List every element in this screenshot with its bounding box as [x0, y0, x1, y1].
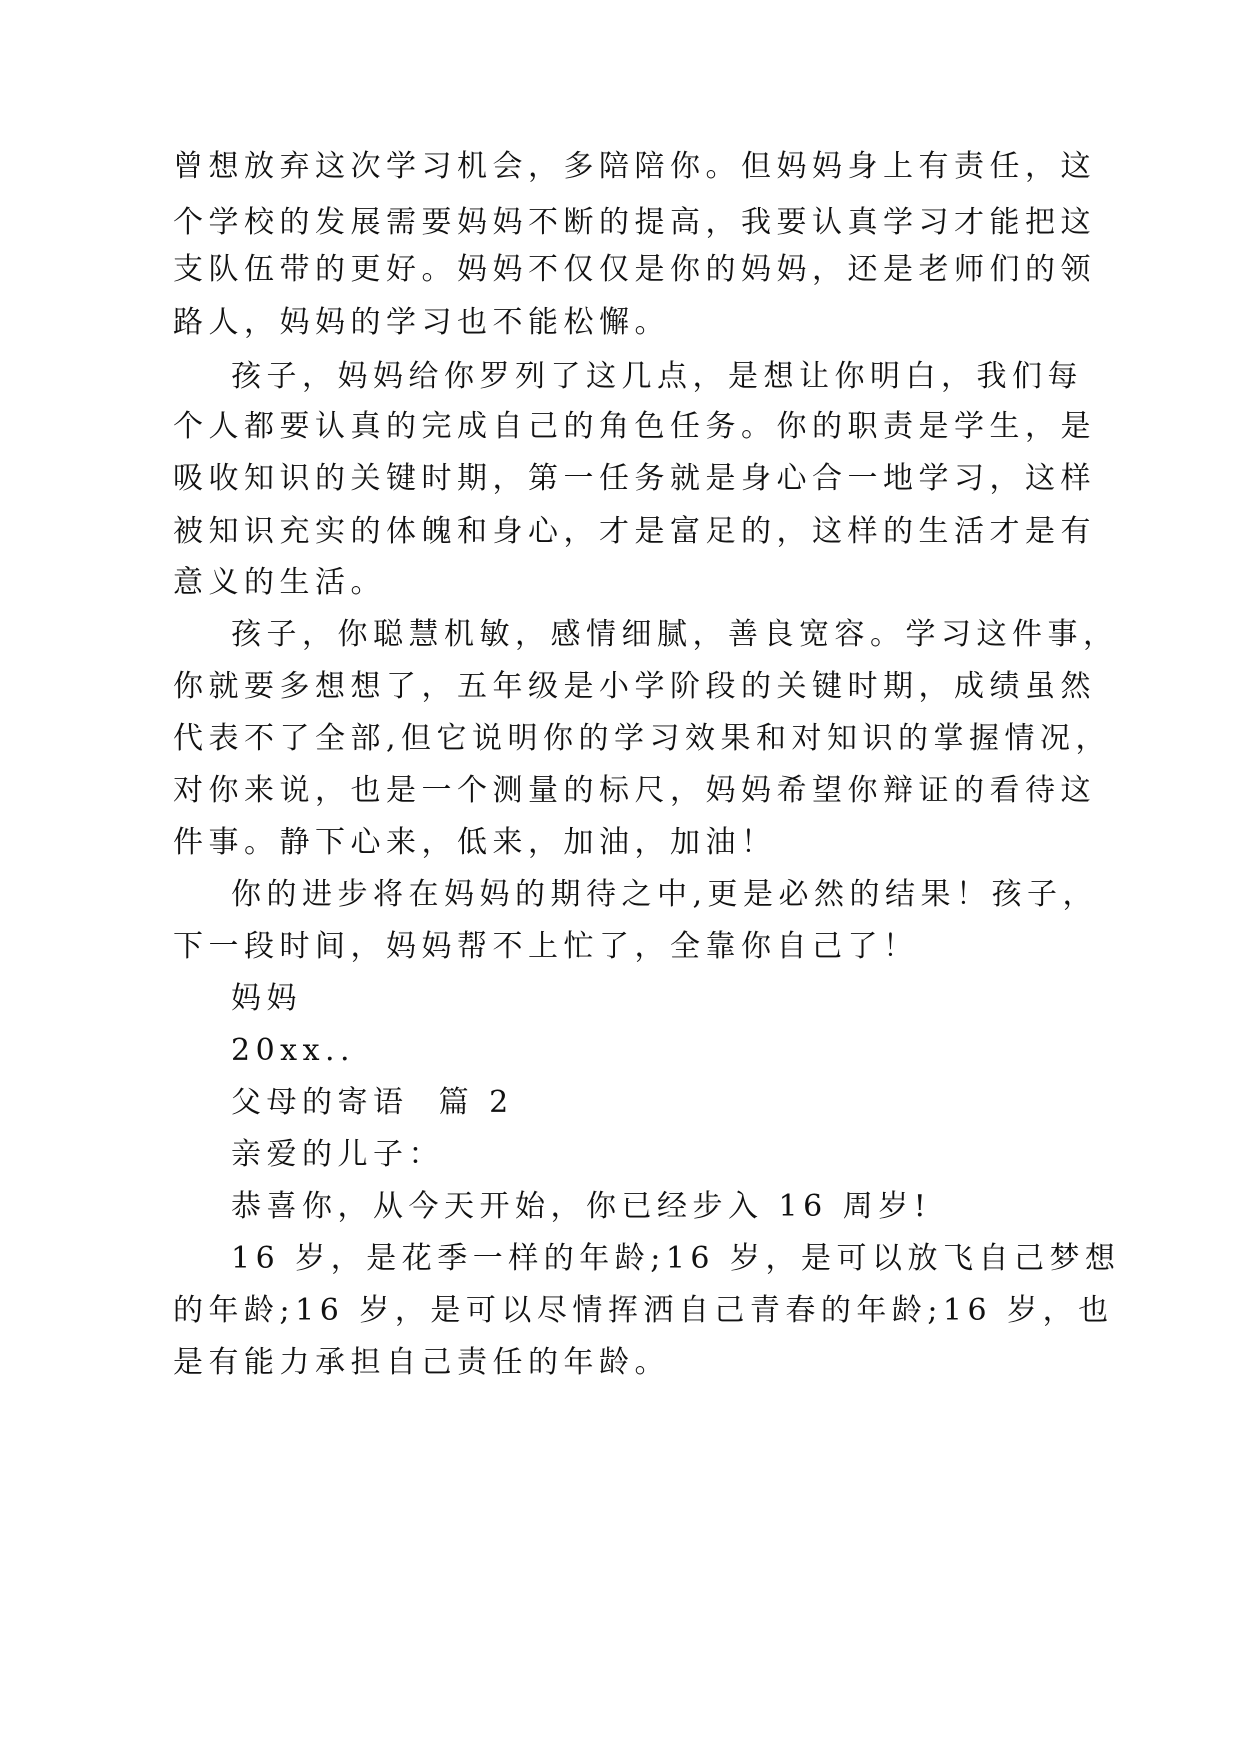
text-line: 路人，妈妈的学习也不能松懈。 — [173, 305, 670, 340]
text-line: 对你来说，也是一个测量的标尺，妈妈希望你辩证的看待这 — [173, 773, 1096, 808]
text-line: 吸收知识的关键时期，第一任务就是身心合一地学习，这样 — [173, 461, 1096, 496]
text-line: 的年龄;16 岁，是可以尽情挥洒自己青春的年龄;16 岁，也 — [173, 1293, 1114, 1328]
text-line: 下一段时间，妈妈帮不上忙了，全靠你自己了！ — [173, 929, 919, 964]
paragraph-start-line: 孩子，妈妈给你罗列了这几点，是想让你明白，我们每 — [231, 359, 1083, 394]
text-line: 个学校的发展需要妈妈不断的提高，我要认真学习才能把这 — [173, 205, 1096, 240]
text-line: 个人都要认真的完成自己的角色任务。你的职责是学生，是 — [173, 409, 1096, 444]
document-page — [173, 0, 1121, 1754]
text-line: 件事。静下心来，低来，加油，加油！ — [173, 825, 777, 860]
salutation-line: 亲爱的儿子： — [231, 1137, 444, 1172]
paragraph-start-line: 你的进步将在妈妈的期待之中,更是必然的结果！孩子， — [231, 877, 1099, 912]
paragraph-start-line: 16 岁，是花季一样的年龄;16 岁，是可以放飞自己梦想 — [231, 1241, 1121, 1276]
text-line: 意义的生活。 — [173, 565, 386, 600]
signature-line: 妈妈 — [231, 981, 302, 1016]
paragraph-start-line: 恭喜你，从今天开始，你已经步入 16 周岁! — [231, 1189, 932, 1224]
text-line: 支队伍带的更好。妈妈不仅仅是你的妈妈，还是老师们的领 — [173, 252, 1096, 287]
text-line: 是有能力承担自己责任的年龄。 — [173, 1345, 670, 1380]
text-line: 你就要多想想了，五年级是小学阶段的关键时期，成绩虽然 — [173, 669, 1096, 704]
text-line: 被知识充实的体魄和身心，才是富足的，这样的生活才是有 — [173, 514, 1096, 549]
text-line: 曾想放弃这次学习机会，多陪陪你。但妈妈身上有责任，这 — [173, 149, 1096, 184]
paragraph-start-line: 孩子，你聪慧机敏，感情细腻，善良宽容。学习这件事， — [231, 617, 1119, 652]
text-line: 代表不了全部,但它说明你的学习效果和对知识的掌握情况， — [173, 721, 1112, 756]
date-line: 20xx.. — [231, 1033, 356, 1068]
section-heading: 父母的寄语 篇 2 — [231, 1085, 514, 1120]
